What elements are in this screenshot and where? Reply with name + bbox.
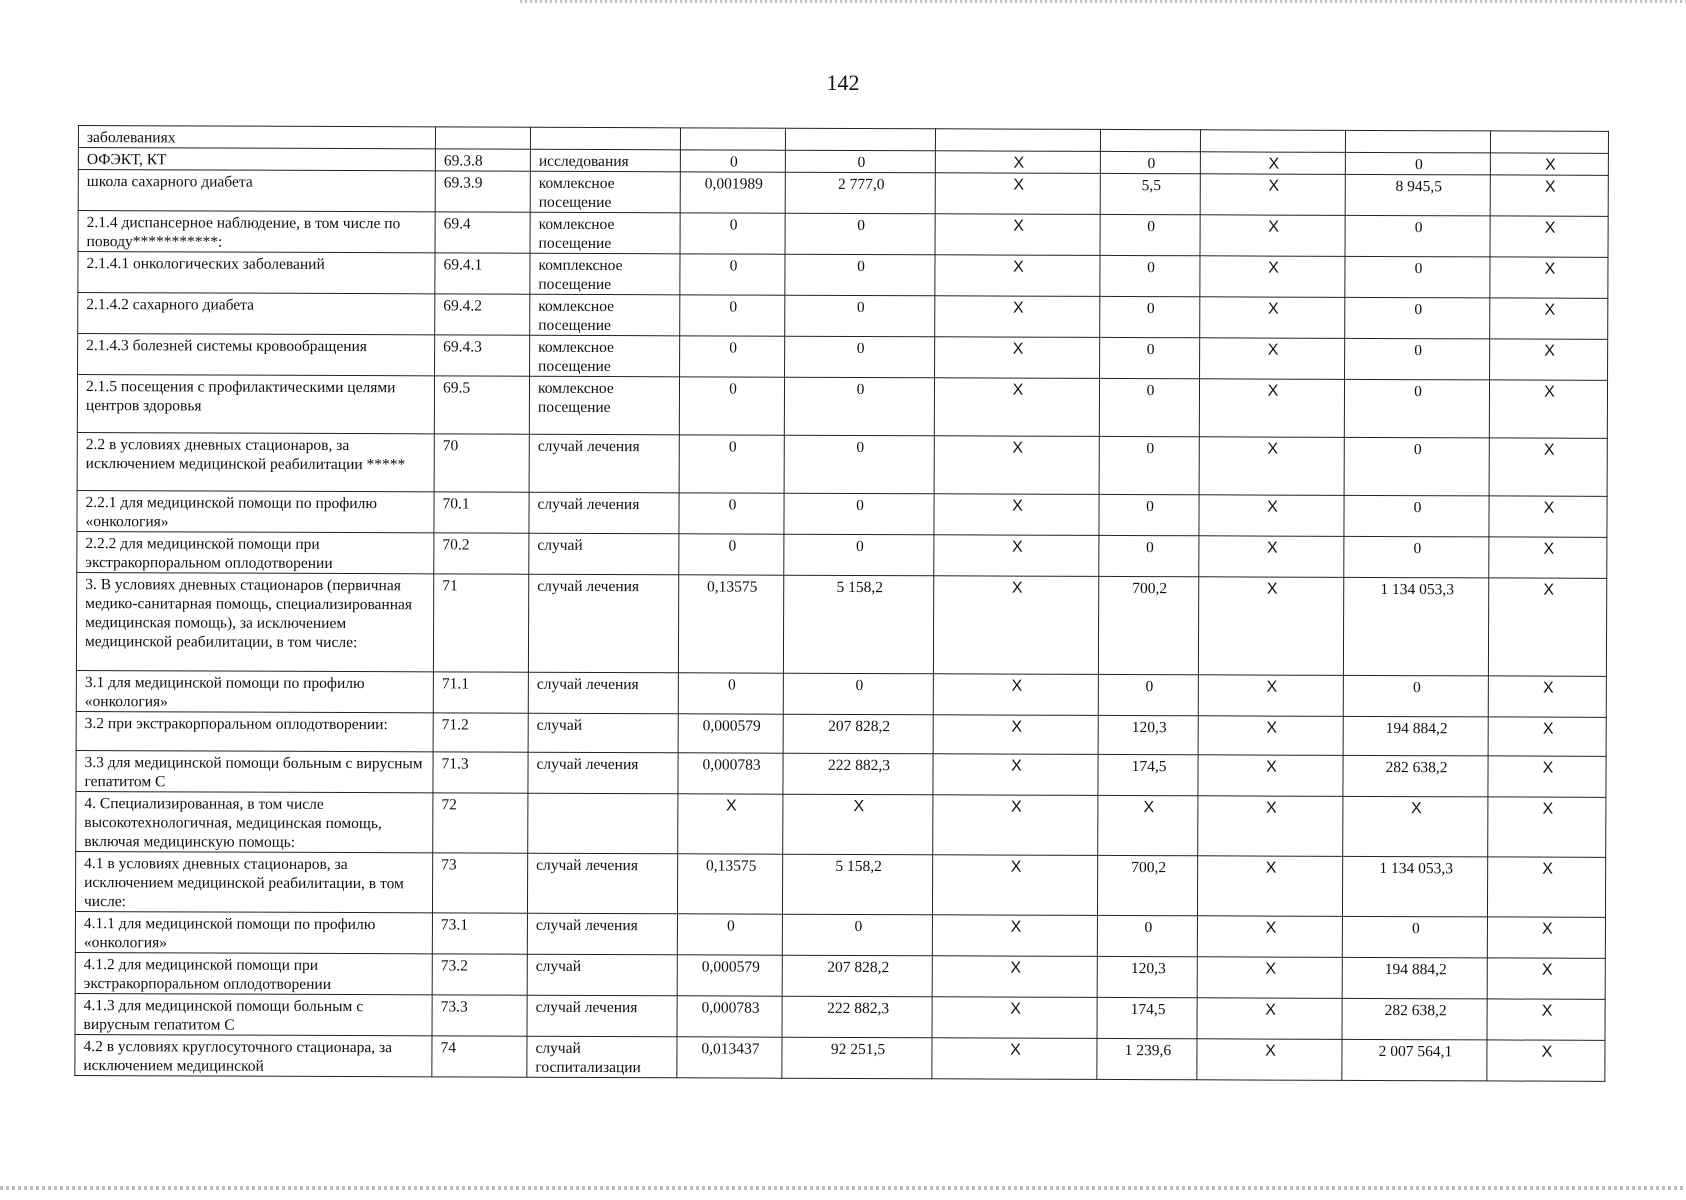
row-cost: 0 xyxy=(785,295,935,337)
row-total: 0 xyxy=(1345,152,1490,175)
row-col7: X xyxy=(1489,537,1607,578)
row-unit: комлексное посещение xyxy=(530,171,680,213)
row-cost: 0 xyxy=(785,213,935,255)
row-cost: 5 158,2 xyxy=(783,575,933,674)
row-volume: 0,000579 xyxy=(677,955,782,996)
row-volume: 0 xyxy=(679,377,784,435)
row-col5: X xyxy=(1200,215,1345,257)
row-unit: случай xyxy=(527,954,677,996)
row-per-capita xyxy=(1100,129,1200,151)
row-col7: X xyxy=(1489,438,1607,496)
row-unit: случай госпитализации xyxy=(527,1036,677,1078)
row-cost: 222 882,3 xyxy=(783,753,933,795)
row-cost: 0 xyxy=(785,336,935,378)
row-name: школа сахарного диабета xyxy=(78,170,435,212)
row-code: 74 xyxy=(432,1036,527,1077)
table-row xyxy=(77,375,1607,439)
table-row xyxy=(76,670,1606,717)
row-col7: X xyxy=(1487,917,1605,958)
row-name: 2.1.5 посещения с профилактическими целями центров здоровья xyxy=(77,375,434,434)
row-col7: X xyxy=(1490,153,1608,175)
row-cost: 0 xyxy=(784,493,934,535)
row-col7: X xyxy=(1487,958,1605,999)
row-total: 0 xyxy=(1345,215,1490,257)
row-per-capita: 174,5 xyxy=(1098,754,1198,795)
row-volume: 0 xyxy=(680,213,785,254)
row-cost xyxy=(785,128,935,151)
row-per-capita: 0 xyxy=(1100,214,1200,255)
row-volume: 0,001989 xyxy=(680,172,785,213)
scan-edge-bottom xyxy=(0,1186,1686,1190)
row-code: 69.4.3 xyxy=(435,335,530,376)
row-cost: 5 158,2 xyxy=(782,854,932,915)
row-volume: 0,13575 xyxy=(678,575,783,673)
row-cost: 0 xyxy=(782,914,932,956)
row-col3: X xyxy=(934,494,1099,536)
row-volume: 0,000579 xyxy=(678,714,783,753)
row-col3: X xyxy=(932,956,1097,998)
row-total: 194 884,2 xyxy=(1342,957,1487,999)
row-unit: комлексное посещение xyxy=(530,335,680,377)
row-code: 71.3 xyxy=(433,752,528,793)
row-col3: X xyxy=(932,855,1097,916)
row-col5: X xyxy=(1199,536,1344,578)
row-volume: 0 xyxy=(679,493,784,534)
row-code: 73.3 xyxy=(432,995,527,1036)
row-total: 1 134 053,3 xyxy=(1343,577,1488,676)
row-name: 2.1.4.1 онкологических заболеваний xyxy=(78,252,435,294)
row-col3: X xyxy=(935,337,1100,379)
row-code: 70.1 xyxy=(434,492,529,533)
row-total: 2 007 564,1 xyxy=(1342,1039,1487,1081)
table-row xyxy=(78,334,1608,381)
row-volume xyxy=(680,128,785,150)
row-name: 2.2.2 для медицинской помощи при экстракорпоральном оплодотворении xyxy=(77,531,434,573)
row-total: 282 638,2 xyxy=(1343,755,1488,797)
row-col7: X xyxy=(1488,578,1606,676)
row-col3: X xyxy=(933,674,1098,716)
row-name: 4.1.1 для медицинской помощи по профилю «онкология» xyxy=(75,911,432,953)
row-per-capita: 1 239,6 xyxy=(1097,1038,1197,1079)
row-name: 4.2 в условиях круглосуточного стационара, за исключением медицинской xyxy=(75,1034,432,1076)
row-col5: X xyxy=(1197,998,1342,1040)
row-col5: X xyxy=(1198,675,1343,717)
row-unit: случай лечения xyxy=(528,574,678,673)
row-unit: случай лечения xyxy=(527,913,677,955)
row-code: 71.1 xyxy=(433,672,528,713)
row-per-capita: 0 xyxy=(1099,378,1199,436)
row-code: 73 xyxy=(432,853,527,913)
row-total: 0 xyxy=(1344,437,1489,496)
row-col5: X xyxy=(1198,716,1343,756)
table-row xyxy=(75,851,1605,917)
table-row xyxy=(78,211,1608,258)
row-volume: 0 xyxy=(680,336,785,377)
row-per-capita: 0 xyxy=(1100,255,1200,296)
row-total: X xyxy=(1343,796,1488,857)
row-per-capita: 700,2 xyxy=(1098,576,1198,674)
table-row xyxy=(77,432,1607,496)
row-per-capita: 700,2 xyxy=(1097,855,1197,915)
row-col3: X xyxy=(935,255,1100,297)
row-name: 2.2.1 для медицинской помощи по профилю «онкология» xyxy=(77,490,434,532)
row-name: 2.2 в условиях дневных стационаров, за исключением медицинской реабилитации ***** xyxy=(77,432,434,491)
row-col3: X xyxy=(932,915,1097,957)
row-col3: X xyxy=(934,378,1099,437)
row-col5: X xyxy=(1197,856,1342,917)
row-col5: X xyxy=(1198,755,1343,797)
row-code: 69.5 xyxy=(434,376,529,434)
row-code: 71.2 xyxy=(433,713,528,752)
row-col3: X xyxy=(934,535,1099,577)
row-col5: X xyxy=(1199,437,1344,496)
table-row xyxy=(75,1034,1605,1081)
row-volume: 0 xyxy=(679,435,784,493)
row-volume: 0 xyxy=(680,254,785,295)
row-col3: X xyxy=(933,795,1098,856)
row-code: 69.3.8 xyxy=(435,149,530,171)
row-unit xyxy=(528,793,678,854)
row-col7 xyxy=(1490,131,1608,153)
row-total: 282 638,2 xyxy=(1342,998,1487,1040)
row-per-capita: 120,3 xyxy=(1097,956,1197,997)
row-cost: 0 xyxy=(784,377,934,436)
row-total: 0 xyxy=(1345,297,1490,339)
table-row xyxy=(77,490,1607,537)
table-row xyxy=(75,952,1605,999)
row-code: 72 xyxy=(433,793,528,853)
scan-edge-top xyxy=(520,0,1686,3)
row-cost: 0 xyxy=(785,150,935,173)
row-col7: X xyxy=(1490,298,1608,339)
row-col3: X xyxy=(935,151,1100,174)
row-cost: 0 xyxy=(783,673,933,715)
row-volume: 0 xyxy=(677,914,782,955)
row-name: 2.1.4.3 болезней системы кровообращения xyxy=(78,334,435,376)
row-unit: комлексное посещение xyxy=(529,376,679,435)
row-total: 0 xyxy=(1344,536,1489,578)
row-volume: 0 xyxy=(679,534,784,575)
row-volume: 0 xyxy=(680,295,785,336)
row-per-capita: 120,3 xyxy=(1098,715,1198,754)
row-total: 194 884,2 xyxy=(1343,716,1488,756)
row-col7: X xyxy=(1488,756,1606,797)
row-col5: X xyxy=(1197,957,1342,999)
row-total: 0 xyxy=(1344,495,1489,537)
row-cost: 0 xyxy=(785,254,935,296)
row-col5: X xyxy=(1199,495,1344,537)
table-row xyxy=(76,750,1606,797)
row-name: 4. Специализированная, в том числе высокотехнологичная, медицинская помощь, включая медицинскую помощь: xyxy=(76,791,433,852)
row-unit: случай xyxy=(528,713,678,753)
row-unit: случай лечения xyxy=(528,672,678,714)
row-volume: 0,13575 xyxy=(677,854,782,914)
row-code: 69.4.2 xyxy=(435,294,530,335)
row-code: 69.4.1 xyxy=(435,253,530,294)
row-col7: X xyxy=(1487,857,1605,917)
row-per-capita: 0 xyxy=(1097,915,1197,956)
row-per-capita: 0 xyxy=(1099,494,1199,535)
row-col7: X xyxy=(1487,999,1605,1040)
table-row xyxy=(76,711,1606,756)
row-total xyxy=(1345,130,1490,153)
row-col7: X xyxy=(1489,496,1607,537)
tariff-table xyxy=(74,125,1609,1082)
row-cost: 2 777,0 xyxy=(785,172,935,214)
row-per-capita: 0 xyxy=(1100,296,1200,337)
row-col5 xyxy=(1200,130,1345,153)
row-cost: 0 xyxy=(784,534,934,576)
row-cost: 207 828,2 xyxy=(782,955,932,997)
row-col3: X xyxy=(935,214,1100,256)
table-row xyxy=(78,293,1608,340)
row-col5: X xyxy=(1197,916,1342,958)
row-unit: случай лечения xyxy=(529,434,679,493)
row-unit: случай лечения xyxy=(527,853,677,914)
row-total: 0 xyxy=(1345,256,1490,298)
row-col7: X xyxy=(1487,1040,1605,1081)
table-row xyxy=(77,531,1607,578)
row-name: 3.2 при экстракорпоральном оплодотворении: xyxy=(76,711,433,751)
row-per-capita: 0 xyxy=(1099,535,1199,576)
row-unit: комлексное посещение xyxy=(530,212,680,254)
row-col3: X xyxy=(935,296,1100,338)
row-volume: X xyxy=(678,794,783,854)
row-code: 70.2 xyxy=(434,533,529,574)
row-name: заболеваниях xyxy=(78,126,435,149)
row-cost: 207 828,2 xyxy=(783,714,933,754)
row-col5: X xyxy=(1197,1039,1342,1081)
row-per-capita: 0 xyxy=(1099,436,1199,494)
table-row xyxy=(78,170,1608,217)
row-unit: случай лечения xyxy=(528,752,678,794)
row-total: 0 xyxy=(1343,675,1488,717)
row-cost: X xyxy=(783,794,933,855)
row-unit xyxy=(530,127,680,150)
table-row xyxy=(75,911,1605,958)
row-total: 0 xyxy=(1345,338,1490,380)
row-col3: X xyxy=(934,436,1099,495)
row-col5: X xyxy=(1200,297,1345,339)
row-per-capita: 5,5 xyxy=(1100,173,1200,214)
row-col5: X xyxy=(1198,577,1343,676)
row-volume: 0,000783 xyxy=(677,996,782,1037)
row-name: 3.3 для медицинской помощи больным с вирусным гепатитом С xyxy=(76,750,433,792)
row-code: 71 xyxy=(433,574,528,672)
row-col7: X xyxy=(1488,717,1606,756)
row-per-capita: 0 xyxy=(1100,151,1200,173)
row-col3: X xyxy=(932,1038,1097,1080)
row-col3 xyxy=(935,129,1100,152)
row-unit: случай xyxy=(529,533,679,575)
row-col7: X xyxy=(1490,257,1608,298)
row-unit: случай лечения xyxy=(529,492,679,534)
row-unit: комплексное посещение xyxy=(530,253,680,295)
row-code: 73.1 xyxy=(432,913,527,954)
row-per-capita: 0 xyxy=(1100,337,1200,378)
row-code: 69.3.9 xyxy=(435,171,530,212)
row-per-capita: X xyxy=(1098,795,1198,855)
row-col7: X xyxy=(1490,216,1608,257)
row-col7: X xyxy=(1488,797,1606,857)
row-col5: X xyxy=(1200,338,1345,380)
row-name: 4.1.2 для медицинской помощи при экстракорпоральном оплодотворении xyxy=(75,952,432,994)
row-col7: X xyxy=(1490,339,1608,380)
row-code: 69.4 xyxy=(435,212,530,253)
row-name: ОФЭКТ, КТ xyxy=(78,148,435,171)
table-row xyxy=(76,572,1606,676)
table-row xyxy=(76,791,1606,857)
row-code: 70 xyxy=(434,434,529,492)
row-total: 0 xyxy=(1344,379,1489,438)
row-col5: X xyxy=(1199,379,1344,438)
row-col5: X xyxy=(1200,174,1345,216)
row-code xyxy=(435,127,530,149)
row-total: 8 945,5 xyxy=(1345,174,1490,216)
row-cost: 92 251,5 xyxy=(782,1037,932,1079)
row-unit: комлексное посещение xyxy=(530,294,680,336)
table-row xyxy=(75,993,1605,1040)
row-volume: 0 xyxy=(680,150,785,172)
row-per-capita: 174,5 xyxy=(1097,997,1197,1038)
row-cost: 0 xyxy=(784,435,934,494)
row-col5: X xyxy=(1198,796,1343,857)
row-col3: X xyxy=(932,997,1097,1039)
page-number: 142 xyxy=(826,70,860,95)
row-col3: X xyxy=(935,173,1100,215)
row-col3: X xyxy=(933,754,1098,796)
row-unit: случай лечения xyxy=(527,995,677,1037)
row-name: 3. В условиях дневных стационаров (первичная медико-санитарная помощь, специализированная медицинская помощь), за исключением медицинской реабилитации, в том числе: xyxy=(76,572,433,671)
row-col5: X xyxy=(1200,256,1345,298)
row-name: 2.1.4.2 сахарного диабета xyxy=(78,293,435,335)
row-col5: X xyxy=(1200,152,1345,175)
table-row xyxy=(78,252,1608,299)
row-name: 4.1 в условиях дневных стационаров, за исключением медицинской реабилитации, в том числе: xyxy=(75,851,432,912)
row-unit: исследования xyxy=(530,149,680,172)
row-cost: 222 882,3 xyxy=(782,996,932,1038)
row-per-capita: 0 xyxy=(1098,674,1198,715)
row-total: 0 xyxy=(1342,916,1487,958)
row-col7: X xyxy=(1489,380,1607,438)
row-name: 3.1 для медицинской помощи по профилю «онкология» xyxy=(76,670,433,712)
row-volume: 0,000783 xyxy=(678,753,783,794)
row-volume: 0,013437 xyxy=(677,1037,782,1078)
row-col3: X xyxy=(933,715,1098,755)
row-code: 73.2 xyxy=(432,954,527,995)
row-total: 1 134 053,3 xyxy=(1342,856,1487,917)
row-name: 4.1.3 для медицинской помощи больным с вирусным гепатитом С xyxy=(75,993,432,1035)
row-volume: 0 xyxy=(678,673,783,714)
row-name: 2.1.4 диспансерное наблюдение, в том числе по поводу***********: xyxy=(78,211,435,253)
row-col3: X xyxy=(933,576,1098,675)
row-col7: X xyxy=(1488,676,1606,717)
row-col7: X xyxy=(1490,175,1608,216)
